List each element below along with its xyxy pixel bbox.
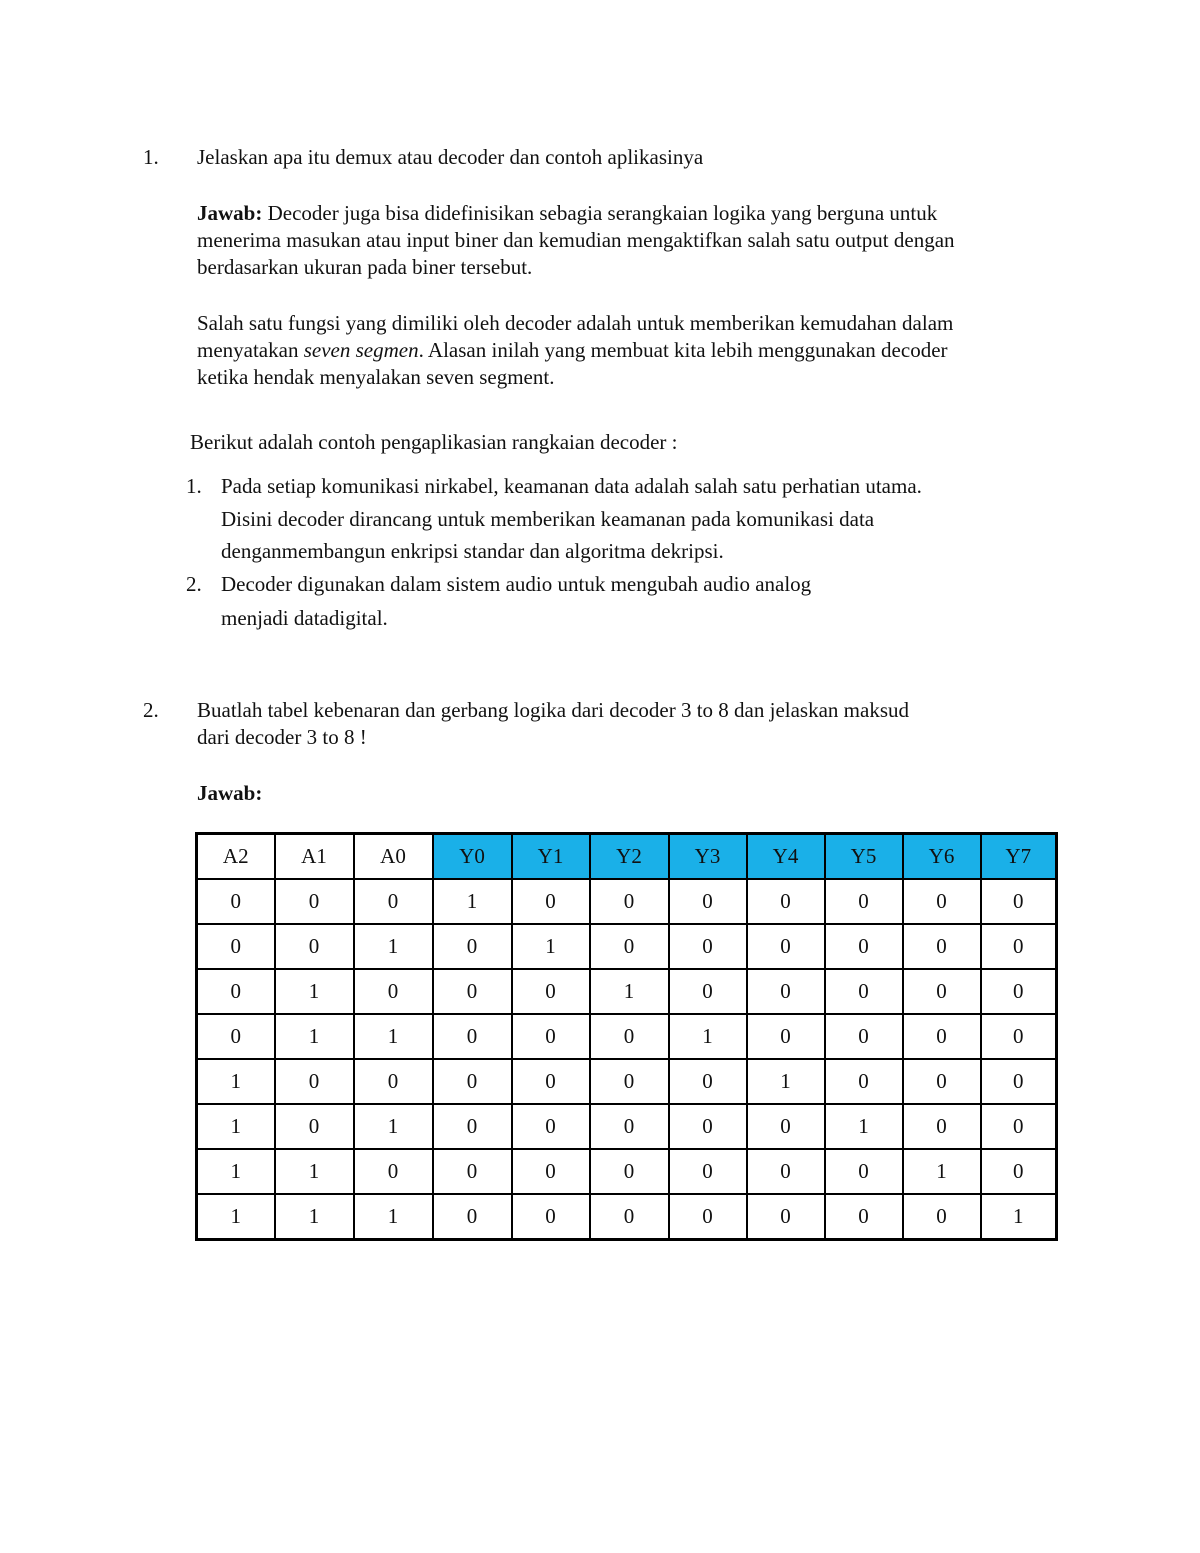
header-y4: Y4 bbox=[747, 834, 825, 880]
table-cell: 0 bbox=[747, 1104, 825, 1149]
table-cell: 0 bbox=[512, 1149, 590, 1194]
table-cell: 1 bbox=[590, 969, 669, 1014]
table-cell: 1 bbox=[275, 1149, 354, 1194]
header-y7: Y7 bbox=[981, 834, 1057, 880]
table-row bbox=[197, 1104, 1057, 1149]
q1-p2-line-2-a: menyatakan bbox=[197, 338, 304, 362]
table-cell: 0 bbox=[354, 1149, 433, 1194]
table-cell: 1 bbox=[512, 924, 590, 969]
table-cell: 0 bbox=[512, 1014, 590, 1059]
header-y1: Y1 bbox=[512, 834, 590, 880]
table-cell: 0 bbox=[512, 1194, 590, 1240]
table-cell: 0 bbox=[981, 969, 1057, 1014]
table-cell: 0 bbox=[433, 969, 512, 1014]
table-cell: 0 bbox=[825, 969, 903, 1014]
q1-answer bbox=[197, 200, 1067, 281]
q1-answer-line-2: menerima masukan atau input biner dan kemudian mengaktifkan salah satu output dengan bbox=[197, 228, 955, 252]
table-cell: 0 bbox=[590, 1149, 669, 1194]
header-y5: Y5 bbox=[825, 834, 903, 880]
table-cell: 0 bbox=[825, 1014, 903, 1059]
table-cell: 0 bbox=[590, 924, 669, 969]
q2-answer-label-text: Jawab: bbox=[197, 781, 263, 805]
table-row bbox=[197, 1149, 1057, 1194]
q1-number: 1. bbox=[143, 145, 159, 169]
example-1-line-3: denganmembangun enkripsi standar dan algoritma dekripsi. bbox=[221, 539, 724, 563]
table-cell: 0 bbox=[825, 1059, 903, 1104]
table-cell: 0 bbox=[747, 924, 825, 969]
q1-p2-line-2-b: . Alasan inilah yang membuat kita lebih menggunakan decoder bbox=[418, 338, 948, 362]
table-cell: 0 bbox=[981, 1059, 1057, 1104]
table-cell: 0 bbox=[747, 969, 825, 1014]
q1-question: Jelaskan apa itu demux atau decoder dan contoh aplikasinya bbox=[197, 145, 704, 169]
q1-p2-line-2 bbox=[197, 337, 1067, 364]
table-cell: 0 bbox=[590, 1014, 669, 1059]
table-cell: 0 bbox=[903, 1104, 981, 1149]
header-y0: Y0 bbox=[433, 834, 512, 880]
table-row bbox=[197, 969, 1057, 1014]
table-cell: 0 bbox=[275, 924, 354, 969]
table-cell: 1 bbox=[197, 1149, 275, 1194]
table-cell: 1 bbox=[275, 1194, 354, 1240]
example-2-line-2: menjadi datadigital. bbox=[221, 606, 388, 630]
table-cell: 1 bbox=[669, 1014, 747, 1059]
example-1-number: 1. bbox=[186, 474, 202, 498]
truth-table-header bbox=[197, 834, 1057, 880]
table-cell: 0 bbox=[433, 924, 512, 969]
q1-p2-italic: seven segmen bbox=[303, 338, 419, 362]
table-cell: 0 bbox=[669, 879, 747, 924]
table-cell: 1 bbox=[433, 879, 512, 924]
table-cell: 0 bbox=[981, 1104, 1057, 1149]
table-cell: 0 bbox=[981, 879, 1057, 924]
table-cell: 0 bbox=[590, 1059, 669, 1104]
example-1-line-2: Disini decoder dirancang untuk memberikan keamanan pada komunikasi data bbox=[221, 507, 875, 531]
table-row bbox=[197, 879, 1057, 924]
table-row bbox=[197, 924, 1057, 969]
table-cell: 0 bbox=[197, 924, 275, 969]
table-cell: 0 bbox=[512, 969, 590, 1014]
q2-number: 2. bbox=[143, 698, 159, 722]
header-a1: A1 bbox=[275, 834, 354, 880]
table-cell: 1 bbox=[981, 1194, 1057, 1240]
table-cell: 0 bbox=[981, 1014, 1057, 1059]
header-y6: Y6 bbox=[903, 834, 981, 880]
table-cell: 0 bbox=[903, 1014, 981, 1059]
q2-question bbox=[197, 697, 1067, 751]
table-cell: 0 bbox=[747, 1194, 825, 1240]
table-cell: 0 bbox=[981, 924, 1057, 969]
table-cell: 0 bbox=[512, 879, 590, 924]
table-cell: 0 bbox=[669, 1149, 747, 1194]
table-cell: 0 bbox=[825, 879, 903, 924]
table-row bbox=[197, 1014, 1057, 1059]
table-cell: 0 bbox=[197, 879, 275, 924]
table-cell: 0 bbox=[433, 1104, 512, 1149]
table-cell: 1 bbox=[825, 1104, 903, 1149]
table-cell: 0 bbox=[669, 1059, 747, 1104]
table-cell: 0 bbox=[903, 1059, 981, 1104]
table-cell: 1 bbox=[354, 1194, 433, 1240]
table-cell: 0 bbox=[747, 1014, 825, 1059]
table-cell: 1 bbox=[275, 969, 354, 1014]
table-cell: 0 bbox=[669, 924, 747, 969]
table-cell: 0 bbox=[275, 1059, 354, 1104]
table-cell: 1 bbox=[197, 1059, 275, 1104]
example-2-number: 2. bbox=[186, 572, 202, 596]
table-cell: 1 bbox=[354, 1104, 433, 1149]
header-a0: A0 bbox=[354, 834, 433, 880]
q2-answer-label bbox=[197, 780, 1067, 807]
table-cell: 0 bbox=[433, 1014, 512, 1059]
table-cell: 1 bbox=[747, 1059, 825, 1104]
header-a2: A2 bbox=[197, 834, 275, 880]
table-cell: 0 bbox=[354, 879, 433, 924]
q2-question-line-1: Buatlah tabel kebenaran dan gerbang logika dari decoder 3 to 8 dan jelaskan maksud bbox=[197, 698, 909, 722]
table-cell: 1 bbox=[354, 1014, 433, 1059]
table-cell: 0 bbox=[433, 1149, 512, 1194]
example-2-line-1: Decoder digunakan dalam sistem audio untuk mengubah audio analog bbox=[221, 572, 812, 596]
table-cell: 0 bbox=[747, 1149, 825, 1194]
q1-paragraph-2 bbox=[197, 310, 1067, 391]
examples-intro: Berikut adalah contoh pengaplikasian rangkaian decoder : bbox=[190, 430, 678, 454]
table-cell: 0 bbox=[197, 1014, 275, 1059]
table-cell: 0 bbox=[275, 1104, 354, 1149]
table-cell: 0 bbox=[825, 1194, 903, 1240]
table-cell: 0 bbox=[825, 924, 903, 969]
q1-p2-line-1: Salah satu fungsi yang dimiliki oleh decoder adalah untuk memberikan kemudahan dalam bbox=[197, 311, 954, 335]
table-cell: 0 bbox=[590, 1194, 669, 1240]
table-cell: 1 bbox=[275, 1014, 354, 1059]
table-cell: 0 bbox=[512, 1059, 590, 1104]
table-cell: 0 bbox=[512, 1104, 590, 1149]
q1-answer-label: Jawab: bbox=[197, 201, 263, 225]
table-cell: 0 bbox=[197, 969, 275, 1014]
table-cell: 1 bbox=[197, 1194, 275, 1240]
example-1-line-1: Pada setiap komunikasi nirkabel, keamanan data adalah salah satu perhatian utama. bbox=[221, 474, 922, 498]
table-cell: 0 bbox=[669, 969, 747, 1014]
table-cell: 0 bbox=[903, 969, 981, 1014]
table-cell: 0 bbox=[669, 1104, 747, 1149]
header-y2: Y2 bbox=[590, 834, 669, 880]
table-cell: 0 bbox=[669, 1194, 747, 1240]
q1-answer-line-1 bbox=[197, 200, 1067, 227]
table-row bbox=[197, 1059, 1057, 1104]
table-cell: 0 bbox=[825, 1149, 903, 1194]
table-cell: 0 bbox=[433, 1194, 512, 1240]
table-cell: 1 bbox=[354, 924, 433, 969]
table-cell: 0 bbox=[590, 879, 669, 924]
q1-p2-line-3: ketika hendak menyalakan seven segment. bbox=[197, 365, 555, 389]
table-cell: 0 bbox=[433, 1059, 512, 1104]
table-cell: 0 bbox=[903, 924, 981, 969]
table-cell: 0 bbox=[981, 1149, 1057, 1194]
table-cell: 0 bbox=[747, 879, 825, 924]
truth-table bbox=[195, 832, 1058, 1241]
table-cell: 0 bbox=[903, 879, 981, 924]
table-cell: 1 bbox=[903, 1149, 981, 1194]
table-cell: 0 bbox=[903, 1194, 981, 1240]
q1-answer-text-1: Decoder juga bisa didefinisikan sebagia serangkaian logika yang berguna untuk bbox=[262, 201, 938, 225]
q1-answer-line-3: berdasarkan ukuran pada biner tersebut. bbox=[197, 255, 533, 279]
q2-question-line-2: dari decoder 3 to 8 ! bbox=[197, 725, 367, 749]
table-cell: 0 bbox=[590, 1104, 669, 1149]
table-cell: 1 bbox=[197, 1104, 275, 1149]
table-row bbox=[197, 1194, 1057, 1240]
table-cell: 0 bbox=[354, 1059, 433, 1104]
table-cell: 0 bbox=[354, 969, 433, 1014]
table-cell: 0 bbox=[275, 879, 354, 924]
header-y3: Y3 bbox=[669, 834, 747, 880]
